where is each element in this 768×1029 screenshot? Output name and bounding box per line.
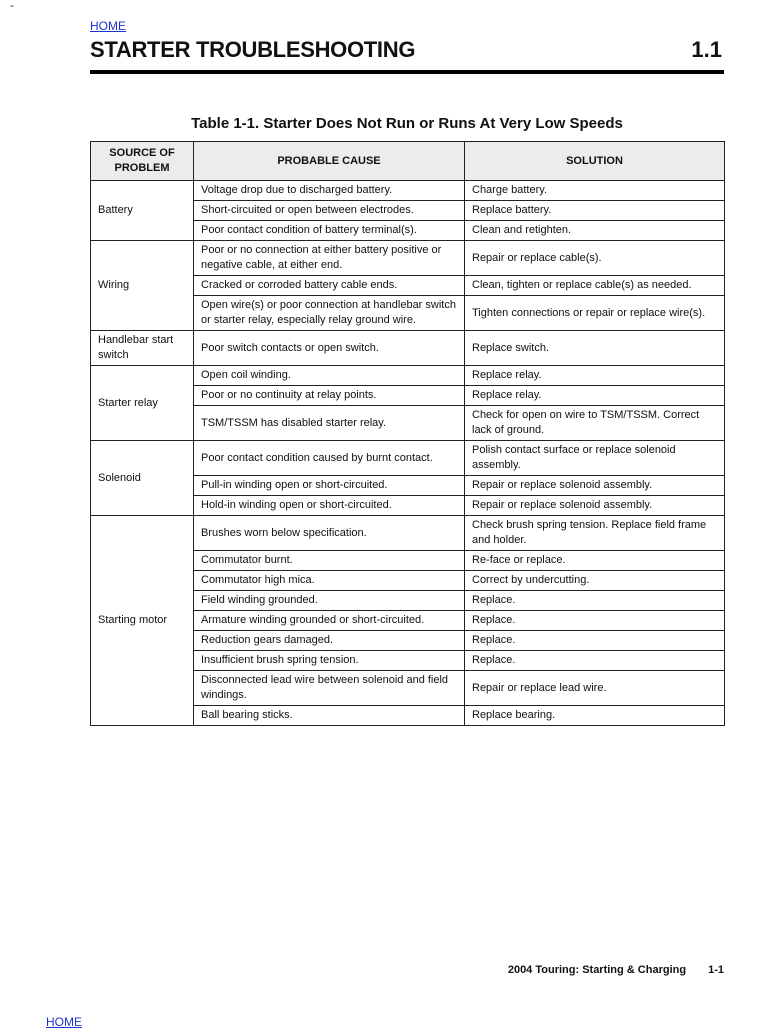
solution-cell: Replace. [465,651,725,671]
header-solution: SOLUTION [465,142,725,181]
cause-cell: Poor or no continuity at relay points. [194,386,465,406]
header-rule [90,70,724,74]
solution-cell: Replace. [465,631,725,651]
solution-cell: Check for open on wire to TSM/TSSM. Correct lack of ground. [465,406,725,441]
solution-cell: Repair or replace solenoid assembly. [465,496,725,516]
cause-cell: Open coil winding. [194,366,465,386]
cause-cell: Armature winding grounded or short-circuited. [194,611,465,631]
source-cell: Starter relay [91,366,194,441]
cause-cell: Poor contact condition of battery terminal(s). [194,221,465,241]
solution-cell: Correct by undercutting. [465,571,725,591]
cause-cell: Field winding grounded. [194,591,465,611]
cause-cell: Brushes worn below specification. [194,516,465,551]
cause-cell: TSM/TSSM has disabled starter relay. [194,406,465,441]
solution-cell: Re-face or replace. [465,551,725,571]
solution-cell: Replace. [465,591,725,611]
source-cell: Wiring [91,241,194,331]
troubleshooting-table [90,141,725,726]
footer-manual-title: 2004 Touring: Starting & Charging [507,964,687,976]
page-title: STARTER TROUBLESHOOTING [90,37,416,62]
cause-cell: Poor contact condition caused by burnt contact. [194,441,465,476]
cause-cell: Disconnected lead wire between solenoid and field windings. [194,671,465,706]
cause-cell: Ball bearing sticks. [194,706,465,726]
cause-cell: Insufficient brush spring tension. [194,651,465,671]
source-cell: Solenoid [91,441,194,516]
solution-cell: Clean, tighten or replace cable(s) as needed. [465,276,725,296]
cause-cell: Cracked or corroded battery cable ends. [194,276,465,296]
footer-page-number: 1-1 [708,964,724,976]
table-row [91,441,725,476]
solution-cell: Check brush spring tension. Replace field frame and holder. [465,516,725,551]
cause-cell: Commutator burnt. [194,551,465,571]
cause-cell: Hold-in winding open or short-circuited. [194,496,465,516]
source-cell: Handlebar start switch [91,331,194,366]
source-cell: Battery [91,181,194,241]
solution-cell: Repair or replace cable(s). [465,241,725,276]
solution-cell: Replace. [465,611,725,631]
solution-cell: Replace bearing. [465,706,725,726]
cause-cell: Poor switch contacts or open switch. [194,331,465,366]
section-number: 1.1 [691,37,722,62]
solution-cell: Replace relay. [465,366,725,386]
table-caption: Table 1-1. Starter Does Not Run or Runs At Very Low Speeds [191,115,623,132]
solution-cell: Repair or replace solenoid assembly. [465,476,725,496]
table-body [91,181,725,726]
solution-cell: Charge battery. [465,181,725,201]
table-row [91,366,725,386]
cause-cell: Short-circuited or open between electrodes. [194,201,465,221]
top-margin-mark: - [10,0,14,12]
solution-cell: Tighten connections or repair or replace wire(s). [465,296,725,331]
solution-cell: Repair or replace lead wire. [465,671,725,706]
cause-cell: Open wire(s) or poor connection at handlebar switch or starter relay, especially relay ground wire. [194,296,465,331]
header-source: SOURCE OF PROBLEM [91,142,194,181]
home-link-top[interactable]: HOME [90,19,126,33]
cause-cell: Reduction gears damaged. [194,631,465,651]
home-link-bottom[interactable]: HOME [46,1015,82,1029]
solution-cell: Replace battery. [465,201,725,221]
cause-cell: Commutator high mica. [194,571,465,591]
solution-cell: Replace switch. [465,331,725,366]
cause-cell: Poor or no connection at either battery positive or negative cable, at either end. [194,241,465,276]
solution-cell: Polish contact surface or replace solenoid assembly. [465,441,725,476]
header-cause: PROBABLE CAUSE [194,142,465,181]
solution-cell: Replace relay. [465,386,725,406]
source-cell: Starting motor [91,516,194,726]
cause-cell: Voltage drop due to discharged battery. [194,181,465,201]
table-row [91,241,725,276]
table-row [91,181,725,201]
page-footer [508,964,724,976]
table-row [91,516,725,551]
cause-cell: Pull-in winding open or short-circuited. [194,476,465,496]
table-row [91,331,725,366]
table-header-row [91,142,725,181]
solution-cell: Clean and retighten. [465,221,725,241]
